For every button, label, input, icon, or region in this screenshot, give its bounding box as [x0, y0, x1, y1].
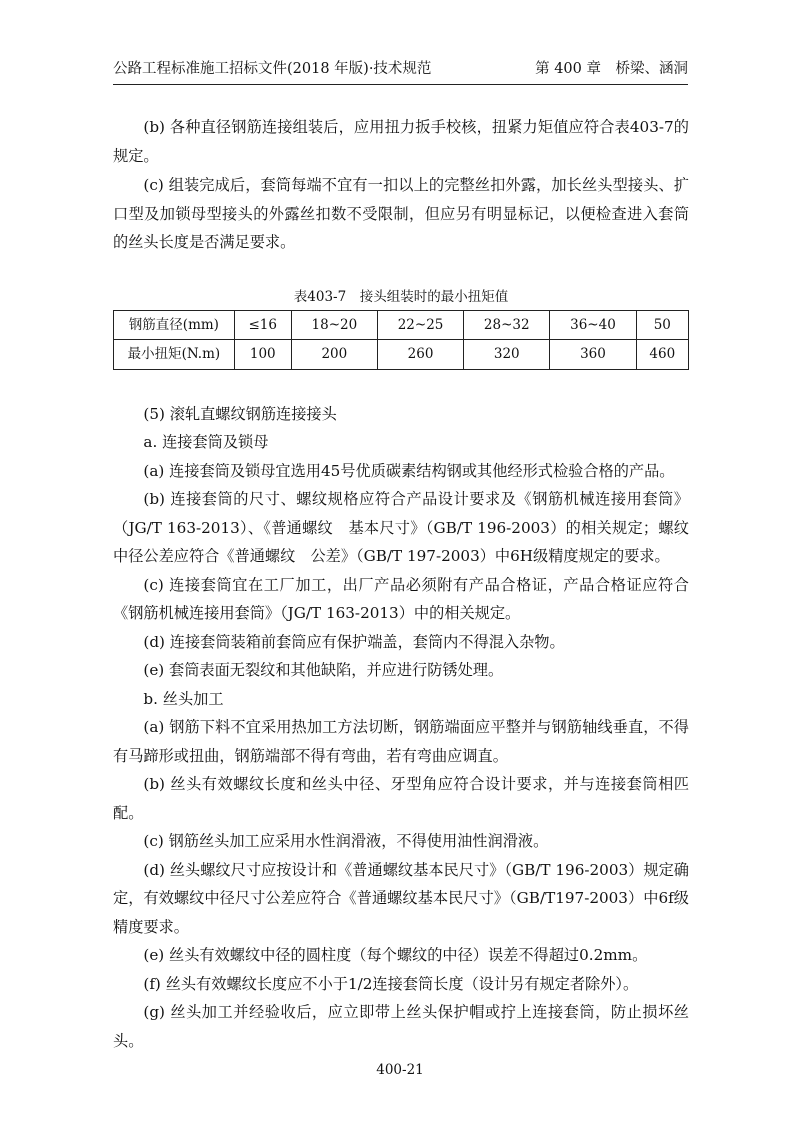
paragraph: (a) 钢筋下料不宜采用热加工方法切断，钢筋端面应平整并与钢筋轴线垂直，不得有马蹄形或扭曲，钢筋端部不得有弯曲，若有弯曲应调直。	[113, 718, 689, 765]
table-row	[114, 340, 689, 370]
table-cell: 18~20	[291, 310, 377, 340]
table-cell: 22~25	[377, 310, 463, 340]
table-cell: 28~32	[464, 310, 550, 340]
subsection-heading: a. 连接套筒及锁母	[143, 433, 269, 451]
chapter-title: 第 400 章 桥梁、涵洞	[535, 61, 688, 77]
document-title: 公路工程标准施工招标文件(2018 年版)·技术规范	[113, 61, 432, 77]
table-cell: 钢筋直径(mm)	[114, 310, 235, 340]
table-cell: 100	[234, 340, 291, 370]
paragraph: (b) 各种直径钢筋连接组装后，应用扭力扳手校核，扭紧力矩值应符合表403-7的规定。	[113, 118, 689, 165]
paragraph: (a) 连接套筒及锁母宜选用45号优质碳素结构钢或其他经形式检验合格的产品。	[143, 461, 675, 480]
paragraph: (b) 丝头有效螺纹长度和丝头中径、牙型角应符合设计要求，并与连接套筒相匹配。	[113, 775, 689, 822]
paragraph: (c) 连接套筒宜在工厂加工，出厂产品必须附有产品合格证，产品合格证应符合《钢筋机械连接用套筒》（JG/T 163-2013）中的相关规定。	[113, 575, 689, 622]
paragraph: (c) 钢筋丝头加工应采用水性润滑液，不得使用油性润滑液。	[143, 832, 549, 850]
table-cell: 260	[377, 340, 463, 370]
paragraph: (f) 丝头有效螺纹长度应不小于1/2连接套筒长度（设计另有规定者除外）。	[143, 974, 639, 993]
table-cell: 320	[464, 340, 550, 370]
paragraph: (e) 套筒表面无裂纹和其他缺陷，并应进行防锈处理。	[143, 661, 504, 679]
table-cell: 360	[550, 340, 636, 370]
page-content	[113, 112, 689, 1055]
paragraph: (d) 丝头螺纹尺寸应按设计和《普通螺纹基本民尺寸》（GB/T 196-2003）规定确定，有效螺纹中径尺寸公差应符合《普通螺纹基本民尺寸》（GB/T197-2003）中6f级精度要求。	[113, 860, 689, 936]
table-title: 表403-7 接头组装时的最小扭矩值	[293, 288, 509, 305]
page-number: 400-21	[376, 1062, 424, 1078]
table-cell: 200	[291, 340, 377, 370]
paragraph: (e) 丝头有效螺纹中径的圆柱度（每个螺纹的中径）误差不得超过0.2mm。	[143, 946, 648, 964]
subsection-heading: b. 丝头加工	[143, 689, 224, 708]
table-block	[113, 287, 689, 370]
paragraph: (b) 连接套筒的尺寸、螺纹规格应符合产品设计要求及《钢筋机械连接用套筒》（JG/T 163-2013）、《普通螺纹 基本尺寸》（GB/T 196-2003）的相关规定；螺纹中径公差应符合《普通螺纹 公差》（GB/T 197-2003）中6H级精度规定的要求。	[113, 490, 689, 565]
section-heading: (5) 滚轧直螺纹钢筋连接接头	[143, 404, 337, 423]
table-cell: ≤16	[234, 310, 291, 340]
table-cell: 36~40	[550, 310, 636, 340]
page-header	[113, 56, 688, 85]
table-cell: 最小扭矩(N.m)	[114, 340, 235, 370]
torque-table	[113, 310, 689, 370]
table-row	[114, 310, 689, 340]
paragraph: (d) 连接套筒装箱前套筒应有保护端盖，套筒内不得混入杂物。	[143, 632, 565, 651]
table-cell: 460	[636, 340, 688, 370]
table-cell: 50	[636, 310, 688, 340]
paragraph: (g) 丝头加工并经验收后，应立即带上丝头保护帽或拧上连接套筒，防止损坏丝头。	[113, 1003, 689, 1050]
paragraph: (c) 组装完成后，套筒每端不宜有一扣以上的完整丝扣外露，加长丝头型接头、扩口型及加锁母型接头的外露丝扣数不受限制，但应另有明显标记，以便检查进入套筒的丝头长度是否满足要求。	[113, 176, 689, 251]
